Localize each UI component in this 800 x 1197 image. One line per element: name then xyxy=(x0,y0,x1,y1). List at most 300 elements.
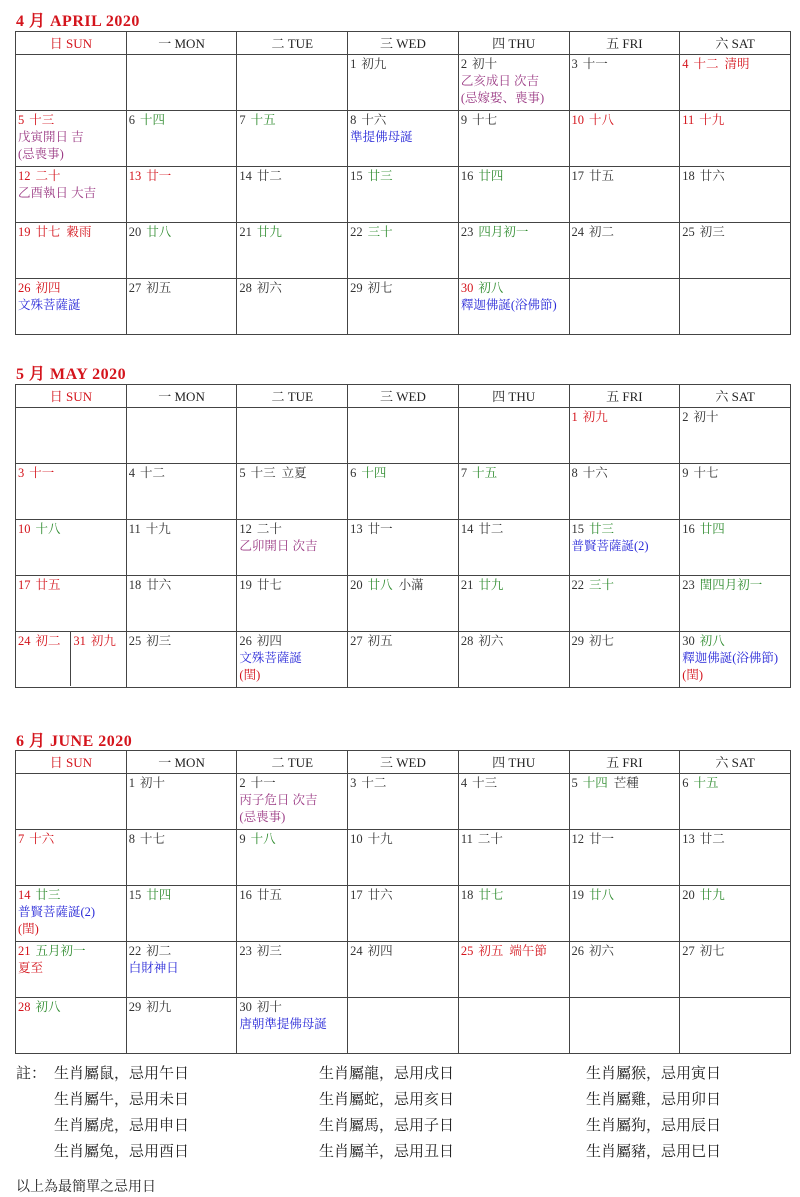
day-number: 3 xyxy=(350,776,357,790)
day-header-line xyxy=(350,775,456,792)
day-cell xyxy=(569,774,680,830)
day-note: 準提佛母誕 xyxy=(350,130,413,144)
empty-cell xyxy=(16,774,127,830)
day-number: 27 xyxy=(128,281,142,295)
note-item: 生肖屬鼠，忌用午日 xyxy=(54,1064,190,1082)
day-number: 18 xyxy=(682,169,695,183)
day-number: 30 xyxy=(239,1000,252,1014)
lunar-date: 初六 xyxy=(589,944,615,958)
lunar-date: 十八 xyxy=(250,832,276,846)
empty-cell xyxy=(348,998,459,1054)
lunar-date: 十一 xyxy=(29,466,55,480)
day-note: (閏) xyxy=(239,668,261,682)
weekday-header: 日 SUN xyxy=(16,751,127,774)
day-note: (忌喪事) xyxy=(239,810,286,824)
day-note: (閏) xyxy=(18,922,39,936)
day-header-line xyxy=(682,831,788,848)
day-header-line xyxy=(129,943,235,960)
weekday-header: 三 WED xyxy=(348,32,459,55)
lunar-date: 廿八 xyxy=(146,225,172,239)
solar-term: 芒種 xyxy=(613,776,639,790)
lunar-date: 十一 xyxy=(582,57,608,71)
lunar-date: 十九 xyxy=(367,832,393,846)
day-number: 8 xyxy=(128,832,135,846)
day-number: 17 xyxy=(18,578,31,592)
day-header-line xyxy=(682,168,788,185)
day-number: 12 xyxy=(18,169,31,183)
day-cell xyxy=(680,167,791,223)
lunar-date: 十三 xyxy=(472,776,498,790)
day-header-line xyxy=(18,465,124,482)
lunar-date: 初九 xyxy=(361,57,387,71)
day-number: 18 xyxy=(128,578,142,592)
day-cell xyxy=(348,223,459,279)
day-note: 白財神日 xyxy=(128,961,179,975)
day-number: 30 xyxy=(682,634,695,648)
day-cell xyxy=(348,942,459,998)
lunar-date: 二十 xyxy=(477,832,503,846)
day-header-line xyxy=(572,577,678,594)
note-item: 生肖屬猴，忌用寅日 xyxy=(586,1064,722,1082)
day-header-line xyxy=(350,831,456,848)
weekday-header: 一 MON xyxy=(126,385,237,408)
day-number: 3 xyxy=(571,57,578,71)
day-cell xyxy=(458,279,569,335)
day-number: 3 xyxy=(18,466,25,480)
day-header-line xyxy=(18,112,124,129)
day-number: 11 xyxy=(460,832,473,846)
day-number: 20 xyxy=(682,888,695,902)
day-header-line xyxy=(682,56,788,73)
lunar-date: 廿三 xyxy=(367,169,393,183)
solar-term: 清明 xyxy=(724,57,750,71)
day-number: 26 xyxy=(571,944,585,958)
lunar-date: 初七 xyxy=(589,634,615,648)
day-cell xyxy=(569,223,680,279)
day-header-line xyxy=(239,168,345,185)
lunar-date: 閏四月初一 xyxy=(699,578,763,592)
lunar-date: 初七 xyxy=(367,281,393,295)
day-number: 26 xyxy=(239,634,252,648)
day-header-line xyxy=(129,168,235,185)
empty-cell xyxy=(458,408,569,464)
day-header-line xyxy=(18,280,124,297)
day-number: 20 xyxy=(128,225,142,239)
lunar-date: 廿一 xyxy=(367,522,393,536)
lunar-date: 三十 xyxy=(589,578,615,592)
day-cell xyxy=(680,886,791,942)
lunar-date: 廿三 xyxy=(589,522,615,536)
lunar-date: 十四 xyxy=(582,776,608,790)
day-number: 20 xyxy=(350,578,363,592)
day-number: 29 xyxy=(350,281,363,295)
day-number: 4 xyxy=(460,776,468,790)
day-header-line xyxy=(682,887,788,904)
day-header-line xyxy=(18,224,124,241)
day-cell xyxy=(348,520,459,576)
day-number: 21 xyxy=(18,944,31,958)
day-number: 15 xyxy=(571,522,585,536)
weekday-header-row xyxy=(16,32,791,55)
day-header-line xyxy=(682,409,788,426)
lunar-date: 廿二 xyxy=(256,169,282,183)
day-header-line xyxy=(682,633,788,650)
day-header-line xyxy=(18,831,124,848)
day-number: 25 xyxy=(682,225,695,239)
note-item: 生肖屬兔，忌用酉日 xyxy=(54,1142,190,1160)
day-cell xyxy=(237,520,348,576)
day-cell xyxy=(126,279,237,335)
empty-cell xyxy=(569,998,680,1054)
day-header-line xyxy=(350,521,456,538)
lunar-date: 三十 xyxy=(367,225,393,239)
day-number: 19 xyxy=(571,888,585,902)
day-note: 戊寅開日 吉 xyxy=(18,130,84,144)
day-number: 12 xyxy=(239,522,252,536)
day-cell xyxy=(569,408,680,464)
lunar-date: 十五 xyxy=(250,113,276,127)
day-header-line xyxy=(682,465,788,482)
day-cell xyxy=(237,223,348,279)
day-cell xyxy=(126,167,237,223)
day-header-line xyxy=(129,112,235,129)
day-cell xyxy=(680,830,791,886)
day-number: 6 xyxy=(682,776,689,790)
week-row xyxy=(16,408,791,464)
day-note: 唐朝準提佛母誕 xyxy=(239,1017,327,1031)
weekday-header: 一 MON xyxy=(126,751,237,774)
day-cell xyxy=(680,111,791,167)
weekday-header: 五 FRI xyxy=(569,32,680,55)
lunar-date: 十六 xyxy=(29,832,55,846)
solar-term: 端午節 xyxy=(509,944,547,958)
day-number: 13 xyxy=(682,832,695,846)
weekday-header: 五 FRI xyxy=(569,751,680,774)
lunar-date: 廿一 xyxy=(589,832,615,846)
day-header-line xyxy=(129,465,235,482)
day-number: 15 xyxy=(350,169,363,183)
empty-cell xyxy=(569,279,680,335)
day-number: 10 xyxy=(18,522,31,536)
day-header-line xyxy=(350,943,456,960)
day-cell xyxy=(680,408,791,464)
day-cell xyxy=(16,111,127,167)
day-header-line xyxy=(73,633,123,650)
day-cell xyxy=(569,632,680,688)
week-row xyxy=(16,111,791,167)
lunar-date: 初二 xyxy=(589,225,615,239)
day-header-line xyxy=(129,633,235,650)
day-cell xyxy=(680,520,791,576)
day-number: 13 xyxy=(128,169,142,183)
day-header-line xyxy=(461,943,567,960)
lunar-date: 十二 xyxy=(693,57,719,71)
lunar-date: 廿一 xyxy=(146,169,172,183)
empty-cell xyxy=(680,998,791,1054)
day-cell xyxy=(348,774,459,830)
day-cell xyxy=(237,167,348,223)
solar-term: 小滿 xyxy=(398,578,424,592)
day-header-line xyxy=(129,280,235,297)
day-header-line xyxy=(239,521,345,538)
day-number: 11 xyxy=(128,522,141,536)
day-number: 17 xyxy=(571,169,585,183)
week-row xyxy=(16,576,791,632)
day-cell xyxy=(569,464,680,520)
weekday-header: 日 SUN xyxy=(16,32,127,55)
lunar-date: 廿五 xyxy=(589,169,615,183)
week-row xyxy=(16,942,791,998)
day-number: 22 xyxy=(128,944,142,958)
day-header-line xyxy=(18,999,124,1016)
day-number: 14 xyxy=(239,169,252,183)
day-number: 17 xyxy=(350,888,363,902)
empty-cell xyxy=(126,55,237,111)
day-cell xyxy=(348,279,459,335)
day-header-line xyxy=(572,224,678,241)
day-number: 6 xyxy=(128,113,135,127)
day-header-line xyxy=(129,887,235,904)
lunar-date: 廿五 xyxy=(256,888,282,902)
day-number: 13 xyxy=(350,522,363,536)
lunar-date: 十九 xyxy=(145,522,171,536)
day-note: (忌喪事) xyxy=(18,147,64,161)
day-number: 26 xyxy=(18,281,31,295)
day-number: 22 xyxy=(571,578,585,592)
day-number: 9 xyxy=(239,832,246,846)
day-cell xyxy=(348,55,459,111)
empty-cell xyxy=(16,408,127,464)
lunar-date: 廿九 xyxy=(256,225,282,239)
day-subcell xyxy=(16,632,70,686)
day-header-line xyxy=(350,168,456,185)
lunar-date: 廿八 xyxy=(589,888,615,902)
lunar-date: 十六 xyxy=(361,113,387,127)
weekday-header-row xyxy=(16,385,791,408)
day-number: 2 xyxy=(460,57,468,71)
day-number: 14 xyxy=(18,888,31,902)
day-header-line xyxy=(239,224,345,241)
day-cell xyxy=(16,576,127,632)
lunar-date: 廿七 xyxy=(256,578,282,592)
day-cell xyxy=(348,464,459,520)
day-note: 普賢菩薩誕(2) xyxy=(571,539,649,553)
lunar-date: 廿三 xyxy=(35,888,61,902)
day-header-line xyxy=(572,633,678,650)
day-number: 22 xyxy=(350,225,363,239)
day-header-line xyxy=(350,887,456,904)
note-item: 生肖屬豬，忌用巳日 xyxy=(586,1142,722,1160)
lunar-date: 五月初一 xyxy=(35,944,86,958)
calendar-june xyxy=(15,750,791,1054)
day-header-line xyxy=(461,633,567,650)
day-note: 乙卯開日 次吉 xyxy=(239,539,318,553)
lunar-date: 初十 xyxy=(256,1000,282,1014)
day-header-line xyxy=(682,577,788,594)
lunar-date: 十七 xyxy=(472,113,498,127)
day-header-line xyxy=(461,56,567,73)
day-cell xyxy=(237,464,348,520)
day-number: 27 xyxy=(350,634,363,648)
day-note: (忌嫁娶、喪事) xyxy=(460,91,545,105)
day-cell xyxy=(680,632,791,688)
day-cell xyxy=(237,830,348,886)
day-header-line xyxy=(572,521,678,538)
day-header-line xyxy=(18,577,124,594)
day-cell xyxy=(569,576,680,632)
day-number: 24 xyxy=(571,225,585,239)
day-number: 29 xyxy=(128,1000,142,1014)
day-cell xyxy=(237,576,348,632)
lunar-date: 十五 xyxy=(472,466,498,480)
day-number: 24 xyxy=(18,634,31,648)
lunar-date: 廿二 xyxy=(478,522,504,536)
lunar-date: 廿五 xyxy=(35,578,61,592)
day-cell xyxy=(458,942,569,998)
day-cell xyxy=(16,520,127,576)
day-number: 25 xyxy=(460,944,474,958)
day-header-line xyxy=(572,168,678,185)
lunar-date: 十四 xyxy=(361,466,387,480)
day-cell xyxy=(237,942,348,998)
day-header-line xyxy=(461,521,567,538)
day-cell xyxy=(680,576,791,632)
day-note: 釋迦佛誕(浴佛節) xyxy=(460,298,557,312)
day-header-line xyxy=(682,775,788,792)
lunar-date: 初九 xyxy=(90,634,116,648)
lunar-date: 初五 xyxy=(367,634,393,648)
day-header-line xyxy=(129,521,235,538)
lunar-date: 二十 xyxy=(35,169,61,183)
day-header-line xyxy=(461,280,567,297)
day-number: 8 xyxy=(350,113,357,127)
day-cell xyxy=(569,111,680,167)
day-number: 27 xyxy=(682,944,695,958)
empty-cell xyxy=(16,55,127,111)
day-header-line xyxy=(572,465,678,482)
day-number: 15 xyxy=(128,888,142,902)
day-cell xyxy=(348,830,459,886)
day-cell xyxy=(16,830,127,886)
day-header-line xyxy=(18,633,68,650)
day-cell xyxy=(458,774,569,830)
weekday-header: 三 WED xyxy=(348,751,459,774)
day-cell xyxy=(569,886,680,942)
day-cell xyxy=(458,886,569,942)
day-cell xyxy=(458,464,569,520)
day-cell xyxy=(237,774,348,830)
day-cell xyxy=(680,774,791,830)
lunar-date: 十三 xyxy=(250,466,276,480)
day-number: 25 xyxy=(128,634,142,648)
day-header-line xyxy=(682,112,788,129)
lunar-date: 二十 xyxy=(256,522,282,536)
day-header-line xyxy=(572,56,678,73)
day-header-line xyxy=(129,577,235,594)
empty-cell xyxy=(126,408,237,464)
month-title-april: 4 月 APRIL 2020 xyxy=(16,13,140,30)
day-cell xyxy=(569,55,680,111)
day-note: 文殊菩薩誕 xyxy=(18,298,81,312)
day-header-line xyxy=(239,943,345,960)
lunar-date: 初三 xyxy=(699,225,725,239)
day-number: 10 xyxy=(571,113,585,127)
week-row xyxy=(16,886,791,942)
lunar-date: 廿六 xyxy=(146,578,172,592)
empty-cell xyxy=(680,279,791,335)
day-number: 2 xyxy=(682,410,689,424)
day-number: 31 xyxy=(73,634,86,648)
day-cell xyxy=(16,942,127,998)
lunar-date: 初二 xyxy=(35,634,61,648)
empty-cell xyxy=(458,998,569,1054)
day-header-line xyxy=(461,465,567,482)
day-header-line xyxy=(350,112,456,129)
day-header-line xyxy=(461,577,567,594)
day-number: 18 xyxy=(460,888,474,902)
day-cell xyxy=(16,886,127,942)
day-cell xyxy=(126,886,237,942)
day-header-line xyxy=(129,831,235,848)
lunar-date: 十八 xyxy=(589,113,615,127)
day-header-line xyxy=(572,831,678,848)
lunar-date: 十六 xyxy=(582,466,608,480)
day-header-line xyxy=(239,831,345,848)
day-cell xyxy=(569,942,680,998)
day-cell xyxy=(126,632,237,688)
note-item: 生肖屬蛇，忌用亥日 xyxy=(319,1090,455,1108)
lunar-date: 廿九 xyxy=(478,578,504,592)
weekday-header: 二 TUE xyxy=(237,32,348,55)
day-header-line xyxy=(682,521,788,538)
day-header-line xyxy=(682,943,788,960)
day-number: 14 xyxy=(460,522,474,536)
day-header-line xyxy=(461,112,567,129)
day-cell xyxy=(237,111,348,167)
lunar-date: 廿六 xyxy=(367,888,393,902)
lunar-date: 廿八 xyxy=(367,578,393,592)
lunar-date: 十四 xyxy=(139,113,165,127)
lunar-date: 初十 xyxy=(693,410,719,424)
day-cell xyxy=(16,464,127,520)
weekday-header: 四 THU xyxy=(458,751,569,774)
day-header-line xyxy=(129,999,235,1016)
day-number: 4 xyxy=(682,57,689,71)
lunar-date: 初五 xyxy=(478,944,504,958)
day-header-line xyxy=(239,112,345,129)
day-cell xyxy=(458,167,569,223)
note-item: 生肖屬羊，忌用丑日 xyxy=(319,1142,455,1160)
day-note: 乙亥成日 次吉 xyxy=(460,74,539,88)
day-number: 30 xyxy=(460,281,474,295)
day-cell xyxy=(16,998,127,1054)
day-header-line xyxy=(239,465,345,482)
lunar-date: 初三 xyxy=(146,634,172,648)
day-cell xyxy=(237,279,348,335)
day-header-line xyxy=(350,465,456,482)
day-header-line xyxy=(461,168,567,185)
lunar-date: 廿二 xyxy=(699,832,725,846)
day-cell xyxy=(348,167,459,223)
day-header-line xyxy=(239,887,345,904)
weekday-header: 三 WED xyxy=(348,385,459,408)
note-item: 生肖屬龍，忌用戌日 xyxy=(319,1064,455,1082)
day-header-line xyxy=(239,999,345,1016)
day-header-line xyxy=(682,224,788,241)
lunar-date: 初六 xyxy=(256,281,282,295)
day-number: 23 xyxy=(460,225,474,239)
day-cell xyxy=(680,223,791,279)
